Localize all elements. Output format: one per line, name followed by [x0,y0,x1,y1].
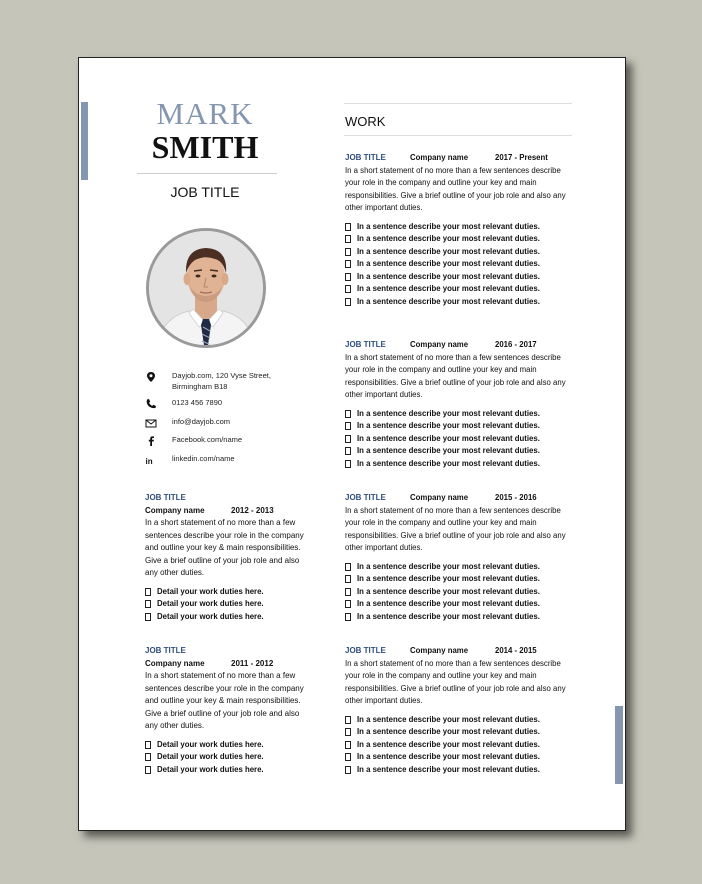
job-dates: 2016 - 2017 [495,340,537,349]
duty-item: Detail your work duties here. [145,598,305,611]
checkbox-bullet-icon [345,285,351,293]
contact-email [145,416,305,434]
duty-item: In a sentence describe your most relevant duties. [345,714,575,727]
duty-item: In a sentence describe your most relevant duties. [345,433,575,446]
duty-item: In a sentence describe your most relevant duties. [345,586,575,599]
duty-item: In a sentence describe your most relevant duties. [345,739,575,752]
location-icon [145,371,157,383]
work-job-entry [345,492,575,623]
first-name: MARK [156,96,254,131]
duty-list [345,714,575,777]
checkbox-bullet-icon [345,766,351,774]
duty-item: In a sentence describe your most relevant duties. [345,561,575,574]
name-divider [137,173,277,174]
job-description: In a short statement of no more than a few sentences describe your role in the company and outline your key & main responsibilities. Give a brief outline of your job role and also any other duties. [145,518,304,577]
duty-item: In a sentence describe your most relevant duties. [345,420,575,433]
company-name: Company name [145,505,205,515]
job-description: In a short statement of no more than a few sentences describe your role in the company and outline your key & main responsibilities. Give a brief outline of your job role and also any other duties. [145,671,304,730]
contact-linkedin [145,453,305,471]
job-dates: 2014 - 2015 [495,646,537,655]
duty-item: In a sentence describe your most relevant duties. [345,283,575,296]
contact-address [145,370,305,397]
job-dates: 2012 - 2013 [231,505,274,515]
job-title: JOB TITLE [345,646,386,655]
duty-item: In a sentence describe your most relevant duties. [345,233,575,246]
checkbox-bullet-icon [345,422,351,430]
job-title: JOB TITLE [145,646,186,655]
duty-item: Detail your work duties here. [145,586,305,599]
checkbox-bullet-icon [345,613,351,621]
profile-photo [146,228,266,348]
checkbox-bullet-icon [345,600,351,608]
checkbox-bullet-icon [145,741,151,749]
duty-list [345,221,575,309]
phone-icon [145,398,157,410]
checkbox-bullet-icon [345,741,351,749]
job-description: In a short statement of no more than a few sentences describe your role in the company and outline your key and main responsibilities. Give a brief outline of your job role and also any other important duties. [345,352,566,399]
checkbox-bullet-icon [145,613,151,621]
duty-item: In a sentence describe your most relevant duties. [345,726,575,739]
job-dates: 2015 - 2016 [495,493,537,502]
duty-item: Detail your work duties here. [145,611,305,624]
duty-item: In a sentence describe your most relevant duties. [345,764,575,777]
duty-item: Detail your work duties here. [145,739,305,752]
contact-facebook [145,434,305,453]
duty-item: In a sentence describe your most relevant duties. [345,408,575,421]
duty-list [345,561,575,624]
duty-item: In a sentence describe your most relevant duties. [345,258,575,271]
checkbox-bullet-icon [345,716,351,724]
job-description: In a short statement of no more than a few sentences describe your role in the company and outline your key and main responsibilities. Give a brief outline of your job role and also any other important duties. [345,505,566,552]
facebook-icon [145,435,157,447]
contact-linkedin-text[interactable]: linkedin.com/name [172,454,235,463]
duty-item: In a sentence describe your most relevant duties. [345,458,575,471]
work-job-entry [345,152,575,308]
duty-list [145,586,305,624]
work-section-heading: WORK [345,114,386,129]
duty-item: In a sentence describe your most relevant duties. [345,445,575,458]
job-dates: 2017 - Present [495,153,548,162]
svg-text:in: in [145,457,153,466]
work-divider-bottom [344,135,572,136]
checkbox-bullet-icon [345,753,351,761]
job-title: JOB TITLE [345,153,386,162]
checkbox-bullet-icon [345,588,351,596]
left-job-entry [145,645,305,776]
checkbox-bullet-icon [345,410,351,418]
duty-item: In a sentence describe your most relevant duties. [345,221,575,234]
last-name: SMITH [151,129,259,165]
checkbox-bullet-icon [145,600,151,608]
portrait-illustration [149,231,263,345]
resume-page [78,57,626,831]
company-name: Company name [410,340,469,349]
checkbox-bullet-icon [345,235,351,243]
company-name: Company name [410,646,469,655]
company-name: Company name [410,493,469,502]
duty-item: In a sentence describe your most relevant duties. [345,751,575,764]
duty-item: In a sentence describe your most relevant duties. [345,611,575,624]
checkbox-bullet-icon [345,563,351,571]
checkbox-bullet-icon [345,260,351,268]
accent-bar-bottom-right [615,706,623,784]
checkbox-bullet-icon [345,248,351,256]
job-description: In a short statement of no more than a few sentences describe your role in the company and outline your key and main responsibilities. Give a brief outline of your job role and also any other important duties. [345,658,566,705]
work-job-entry [345,339,575,470]
contact-phone [145,397,305,416]
work-divider-top [344,103,572,104]
linkedin-icon [145,454,157,466]
contact-email-text[interactable]: info@dayjob.com [172,417,231,426]
job-title-heading: JOB TITLE [170,184,240,200]
duty-item: In a sentence describe your most relevant duties. [345,296,575,309]
duty-list [145,739,305,777]
work-job-entry [345,645,575,776]
duty-item: In a sentence describe your most relevant duties. [345,598,575,611]
checkbox-bullet-icon [345,435,351,443]
duty-item: Detail your work duties here. [145,764,305,777]
checkbox-bullet-icon [345,298,351,306]
job-title: JOB TITLE [345,340,386,349]
checkbox-bullet-icon [345,460,351,468]
duty-item: Detail your work duties here. [145,751,305,764]
job-dates: 2011 - 2012 [231,658,274,668]
job-description: In a short statement of no more than a few sentences describe your role in the company and outline your key and main responsibilities. Give a brief outline of your job role and also any other important duties. [345,165,566,212]
contact-list [145,370,305,471]
checkbox-bullet-icon [345,575,351,583]
contact-facebook-text[interactable]: Facebook.com/name [172,435,243,444]
company-name: Company name [410,153,469,162]
job-title: JOB TITLE [345,493,386,502]
accent-bar-top-left [81,102,88,180]
left-job-entry [145,492,305,623]
duty-item: In a sentence describe your most relevant duties. [345,271,575,284]
checkbox-bullet-icon [145,753,151,761]
company-name: Company name [145,658,205,668]
checkbox-bullet-icon [345,447,351,455]
checkbox-bullet-icon [145,766,151,774]
contact-address-text: Dayjob.com, 120 Vyse Street, Birmingham B18 [172,371,271,391]
checkbox-bullet-icon [345,273,351,281]
contact-phone-text: 0123 456 7890 [172,398,223,407]
checkbox-bullet-icon [145,588,151,596]
job-title: JOB TITLE [145,493,186,502]
duty-item: In a sentence describe your most relevant duties. [345,246,575,259]
checkbox-bullet-icon [345,223,351,231]
duty-list [345,408,575,471]
email-icon [145,417,157,429]
duty-item: In a sentence describe your most relevant duties. [345,573,575,586]
checkbox-bullet-icon [345,728,351,736]
